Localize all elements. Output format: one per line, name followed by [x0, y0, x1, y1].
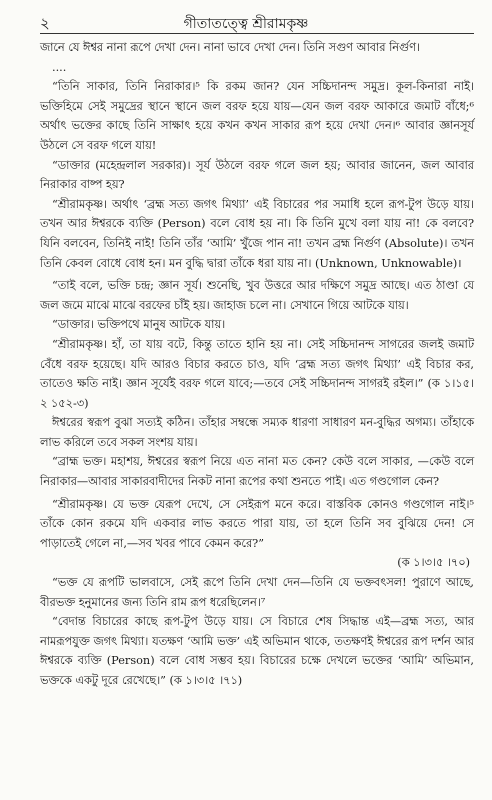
paragraph: “তিনি সাকার, তিনি নিরাকার।⁵ কি রকম জান? যেন সচ্চিদানন্দ সমুদ্র। কূল-কিনারা নাই। ভক্তিহিমে সেই সমুদ্রের স্থানে স্থানে জল বরফ হয়ে যায়—যেন জল বরফ আকারে জমাট বাঁধে;⁶ অর্থাৎ ভক্তের কাছে তিনি সাক্ষাৎ হয়ে কখন কখন সাকার রূপ হয়ে দেখা দেন।⁶ আবার জ্ঞানসূর্য উঠলে সে বরফ গলে যায়!: [40, 80, 474, 152]
paragraph: “শ্রীরামকৃষ্ণ। হাঁ, তা যায় বটে, কিন্তু তাতে হানি হয় না। সেই সচ্চিদানন্দ সাগরের জলই জমাট বেঁধে বরফ হয়েছে। যদি আরও বিচার করতে চাও, যদি ‘ব্রহ্ম সত্য জগৎ মিথ্যা’ এই বিচার কর, তাতেও ক্ষতি নাই। জ্ঞান সূর্যেই বরফ গলে যাবে;—তবে সেই সচ্চিদানন্দ সাগরই রইল।” (ক ১।১৫।২ ১৫২-৩): [40, 337, 474, 410]
paragraph: “ভক্ত যে রূপটি ভালবাসে, সেই রূপে তিনি দেখা দেন—তিনি যে ভক্তবৎসল! পুরাণে আছে, বীরভক্ত হনুমানের জন্য তিনি রাম রূপ ধরেছিলেন।⁷: [40, 576, 474, 609]
header-rule: [40, 33, 474, 34]
page-body: [40, 38, 474, 691]
paragraph: “শ্রীরামকৃষ্ণ। যে ভক্ত যেরূপ দেখে, সে সেইরূপ মনে করে। বাস্তবিক কোনও গণ্ডগোল নাই।⁵ তাঁকে কোন রকমে যদি একবার লাভ করতে পারা যায়, তা হলে তিনি সব বুঝিয়ে দেন! সে পাড়াতেই গেলে না,—সব খবর পাবে কেমন করে?”: [40, 497, 474, 550]
paragraph-group: [40, 573, 474, 691]
page-number: ২: [40, 14, 50, 32]
paragraph-group: [40, 38, 474, 553]
paragraph: “তাই বলে, ভক্তি চন্দ্র; জ্ঞান সূর্য। শুনেছি, খুব উত্তরে আর দক্ষিণে সমুদ্র আছে। এত ঠাণ্ডা যে জল জমে মাঝে মাঝে বরফের চাঁই হয়। জাহাজ চলে না। সেখানে গিয়ে আটকে যায়।: [40, 279, 474, 312]
page-header: [0, 12, 492, 34]
paragraph: “বেদান্ত বিচারের কাছে রূপ-টুপ উড়ে যায়। সে বিচারে শেষ সিদ্ধান্ত এই—ব্রহ্ম সত্য, আর নামরূপযুক্ত জগৎ মিথ্যা। যতক্ষণ ‘আমি ভক্ত’ এই অভিমান থাকে, ততক্ষণই ঈশ্বরের রূপ দর্শন আর ঈশ্বরকে ব্যক্তি (Person) বলে বোধ সম্ভব হয়। বিচারের চক্ষে দেখলে ভক্তের ‘আমি’ অভিমান, ভক্তকে একটু দূরে রেখেছে।” (ক ১।৩।৫ ।৭১): [40, 615, 474, 687]
paragraph: “ডাক্তার (মহেন্দ্রলাল সরকার)। সূর্য উঠলে বরফ গলে জল হয়; আবার জানেন, জল আবার নিরাকার বাষ্প হয়?: [40, 158, 474, 192]
paragraph: “ব্রাহ্ম ভক্ত। মহাশয়, ঈশ্বরের স্বরূপ নিয়ে এত নানা মত কেন? কেউ বলে সাকার, —কেউ বলে নিরাকার—আবার সাকারবাদীদের নিকট নানা রূপের কথা শুনতে পাই। এত গণ্ডগোল কেন?: [40, 455, 474, 489]
paragraph: ঈশ্বরের স্বরূপ বুঝা সত্যই কঠিন। তাঁহার সম্বন্ধে সম্যক ধারণা সাধারণ মন-বুদ্ধির অগম্য। তাঁহাকে লাভ করিলে তবে সকল সংশয় যায়।: [40, 416, 474, 449]
paragraph: “শ্রীরামকৃষ্ণ। অর্থাৎ ‘ব্রহ্ম সত্য জগৎ মিথ্যা’ এই বিচারের পর সমাধি হলে রূপ-টুপ উড়ে যায়। তখন আর ঈশ্বরকে ব্যক্তি (Person) বলে বোধ হয় না। কি তিনি মুখে বলা যায় না! কে বলবে? যিনি বলবেন, তিনিই নাই! তিনি তাঁর ‘আমি’ খুঁজে পান না! তখন ব্রহ্ম নির্গুণ (Absolute)। তখন তিনি কেবল বোধে বোধ হন। মন বুদ্ধি দ্বারা তাঁকে ধরা যায় না। (Unknown, Unknowable)।: [40, 197, 474, 270]
paragraph: ....: [52, 60, 67, 74]
paragraph: জানে যে ঈশ্বর নানা রূপে দেখা দেন। নানা ভাবে দেখা দেন। তিনি সগুণ আবার নির্গুণ।: [40, 41, 420, 54]
running-title: গীতাতত্ত্বে শ্রীরামকৃষ্ণ: [183, 16, 309, 32]
paragraph: “ডাক্তার। ভক্তিপথে মানুষ আটকে যায়।: [52, 318, 226, 332]
citation: (ক ১।৩।৫ ।৭০): [397, 556, 470, 570]
